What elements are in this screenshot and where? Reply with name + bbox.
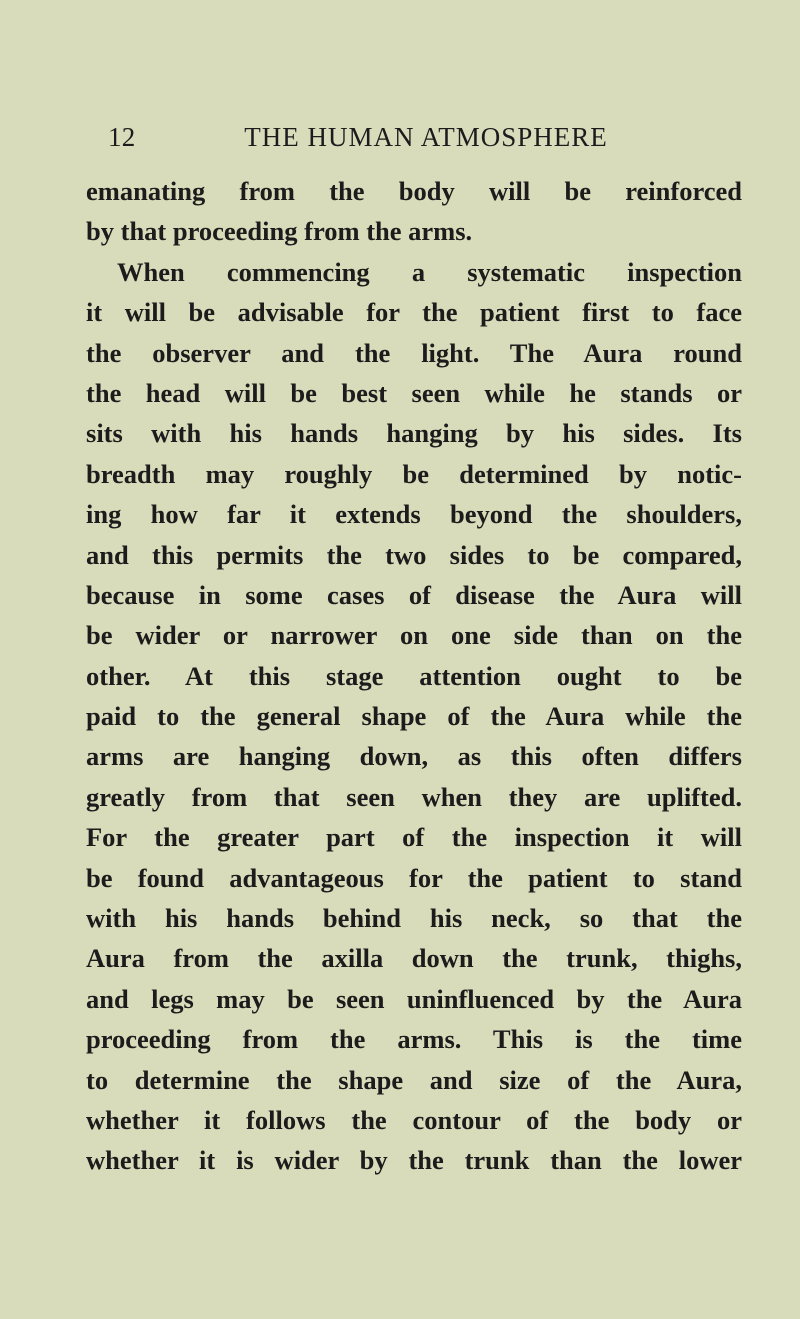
text-line: because in some cases of disease the Aura will xyxy=(86,579,742,610)
text-line: the head will be best seen while he stands or xyxy=(86,377,742,408)
text-line: to determine the shape and size of the Aura, xyxy=(86,1064,742,1095)
text-line: sits with his hands hanging by his sides. Its xyxy=(86,418,742,449)
text-line: Aura from the axilla down the trunk, thighs, xyxy=(86,943,742,974)
text-line: arms are hanging down, as this often differs xyxy=(86,741,742,772)
text-line: paid to the general shape of the Aura while the xyxy=(86,701,742,732)
text-line: the observer and the light. The Aura round xyxy=(86,337,742,368)
text-line: other. At this stage attention ought to be xyxy=(86,660,742,691)
running-head xyxy=(108,120,744,154)
page-number: 12 xyxy=(108,122,136,152)
running-title: THE HUMAN ATMOSPHERE xyxy=(244,122,608,152)
text-line: by that proceeding from the arms. xyxy=(86,216,473,247)
text-line: be found advantageous for the patient to stand xyxy=(86,862,742,893)
text-line: ing how far it extends beyond the shoulders, xyxy=(86,499,742,530)
text-line: When commencing a systematic inspection xyxy=(117,256,742,287)
body-text xyxy=(86,171,742,1181)
text-line: be wider or narrower on one side than on the xyxy=(86,620,742,651)
text-line: and legs may be seen uninfluenced by the Aura xyxy=(86,983,742,1014)
text-line: For the greater part of the inspection it will xyxy=(86,822,742,853)
text-line: with his hands behind his neck, so that the xyxy=(86,903,742,934)
text-line: proceeding from the arms. This is the time xyxy=(86,1024,742,1055)
text-line: whether it follows the contour of the body or xyxy=(86,1104,742,1135)
text-line: and this permits the two sides to be compared, xyxy=(86,539,742,570)
text-line: emanating from the body will be reinforced xyxy=(86,176,742,206)
text-line: breadth may roughly be determined by notic- xyxy=(86,458,742,489)
text-line: whether it is wider by the trunk than the lower xyxy=(86,1145,742,1176)
text-line: greatly from that seen when they are uplifted. xyxy=(86,781,742,812)
text-line: it will be advisable for the patient first to face xyxy=(86,297,742,328)
